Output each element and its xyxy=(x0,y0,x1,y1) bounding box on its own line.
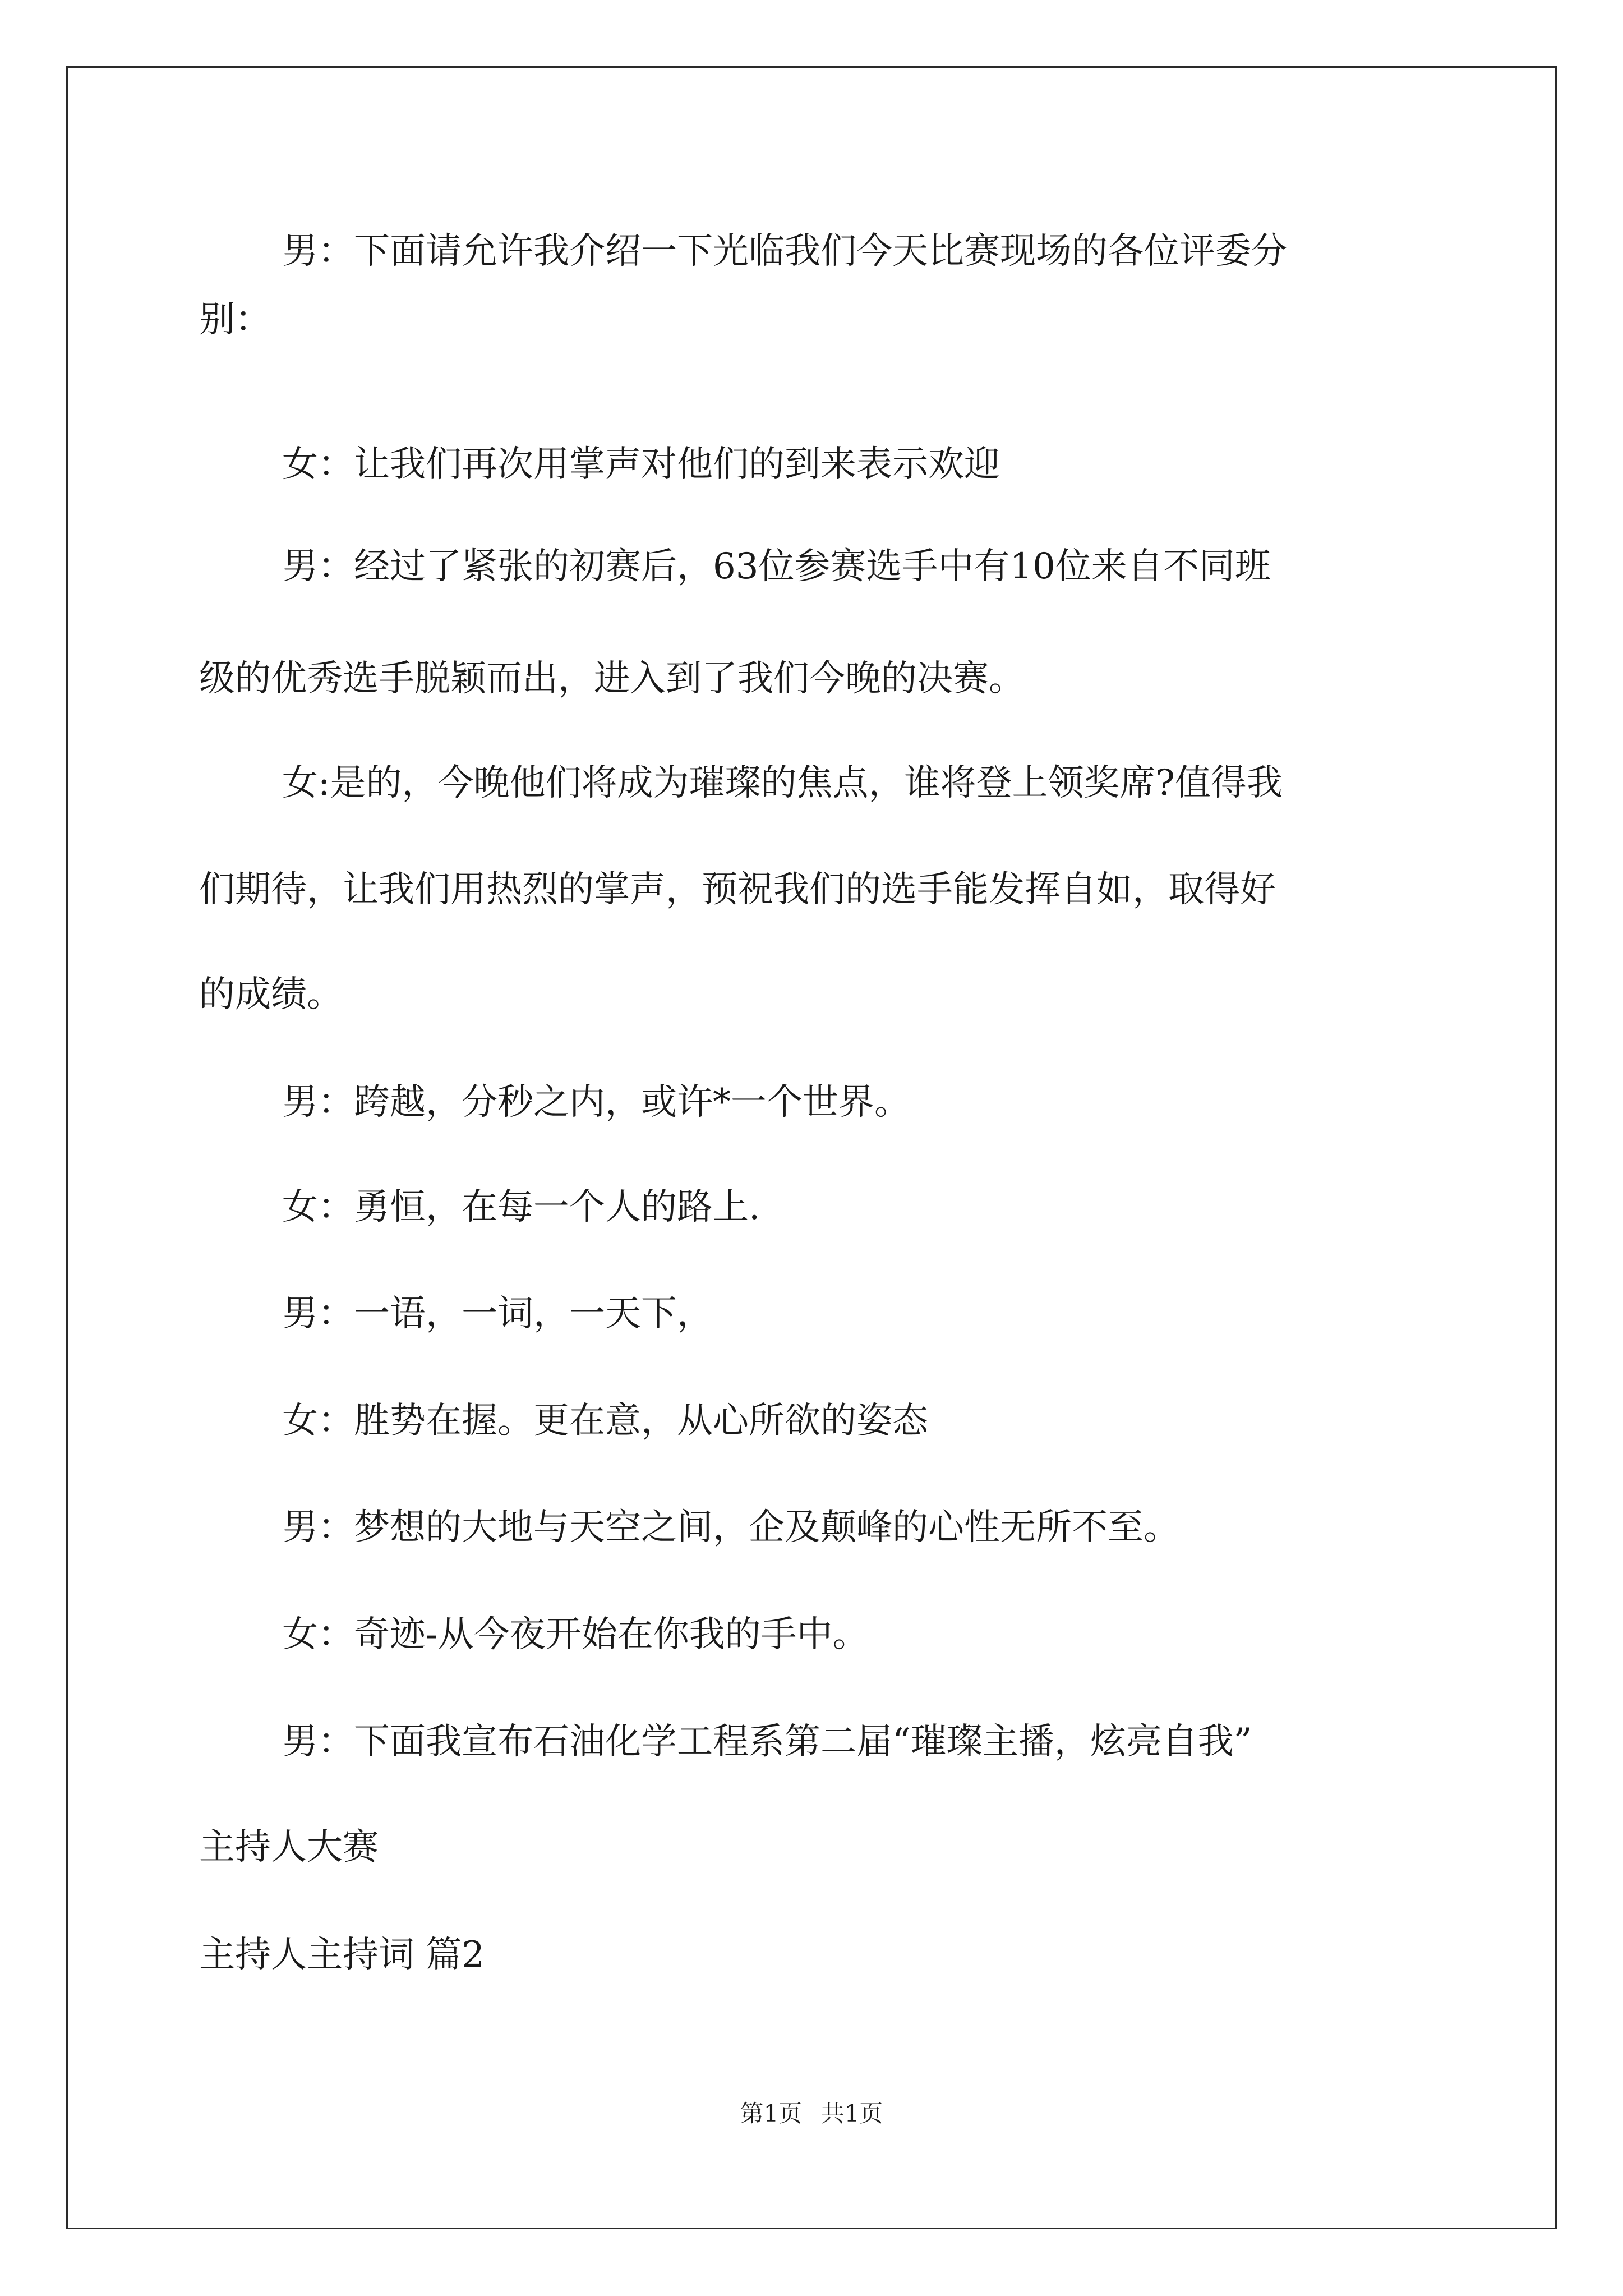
paragraph-line: 女：勇恒，在每一个人的路上. xyxy=(282,1186,760,1228)
paragraph-line: 女：奇迹-从今夜开始在你我的手中。 xyxy=(282,1614,869,1655)
paragraph-line: 男：下面请允许我介绍一下光临我们今天比赛现场的各位评委分 xyxy=(282,231,1287,272)
paragraph-line: 男：一语，一词，一天下， xyxy=(282,1293,713,1335)
page-number: 第1页 xyxy=(740,2100,803,2127)
paragraph-line: 的成绩。 xyxy=(199,974,343,1015)
paragraph-line: 别： xyxy=(199,299,271,341)
paragraph-line: 主持人大赛 xyxy=(199,1826,379,1868)
paragraph-line: 男：梦想的大地与天空之间，企及颠峰的心性无所不至。 xyxy=(282,1507,1179,1548)
paragraph-line: 男：经过了紧张的初赛后，63位参赛选手中有10位来自不同班 xyxy=(282,546,1271,587)
page-border xyxy=(66,66,1557,2229)
paragraph-line: 女：胜势在握。更在意，从心所欲的姿态 xyxy=(282,1400,928,1442)
page-total: 共1页 xyxy=(820,2100,883,2127)
paragraph-line: 男：下面我宣布石油化学工程系第二届“璀璨主播，炫亮自我” xyxy=(282,1721,1252,1763)
paragraph-line: 男：跨越，分秒之内，或许*一个世界。 xyxy=(282,1082,910,1123)
section-heading: 主持人主持词 篇2 xyxy=(199,1934,485,1976)
paragraph-line: 级的优秀选手脱颖而出，进入到了我们今晚的决赛。 xyxy=(199,658,1025,700)
page-footer xyxy=(0,2098,1623,2129)
paragraph-line: 们期待，让我们用热烈的掌声，预祝我们的选手能发挥自如，取得好 xyxy=(199,869,1276,910)
paragraph-line: 女:是的，今晚他们将成为璀璨的焦点，谁将登上领奖席?值得我 xyxy=(282,762,1283,804)
paragraph-line: 女：让我们再次用掌声对他们的到来表示欢迎 xyxy=(282,444,1000,485)
